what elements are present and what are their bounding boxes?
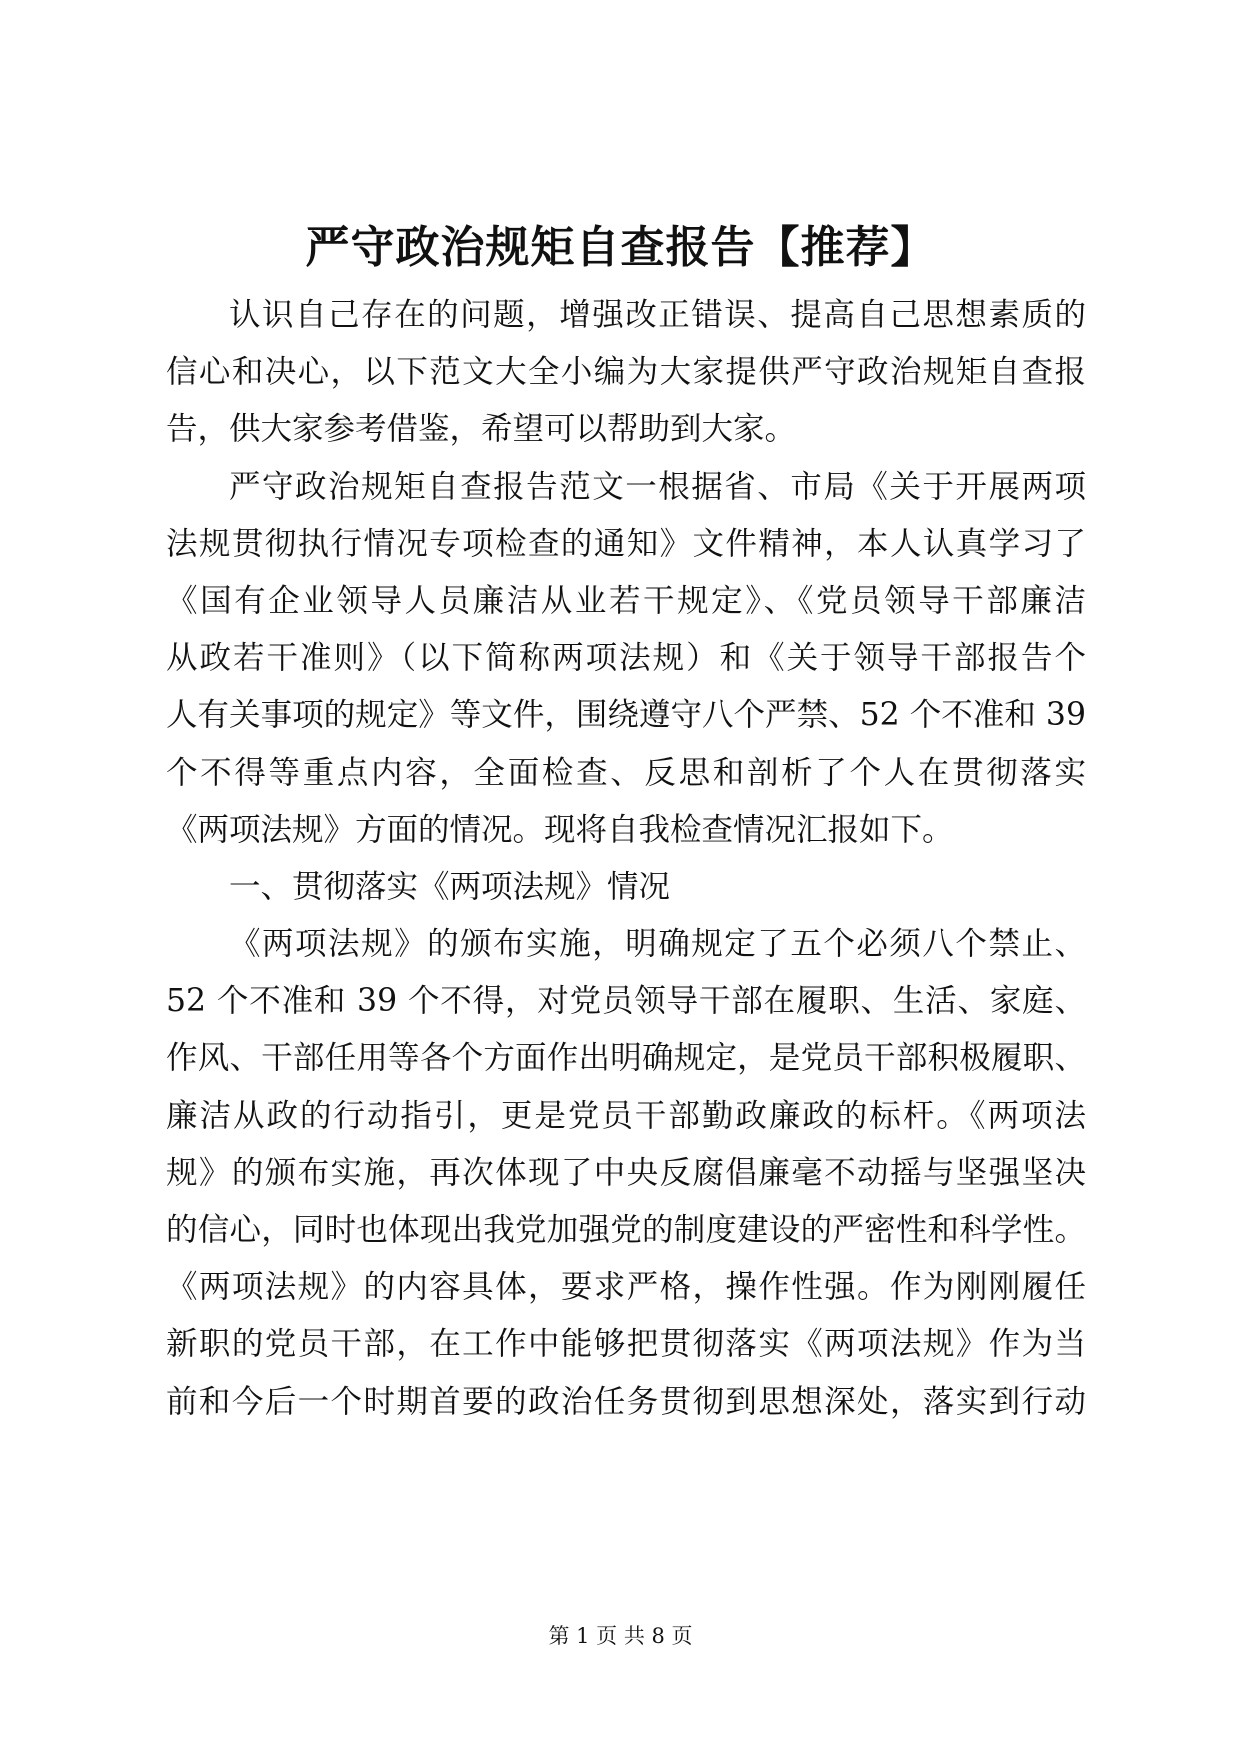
text-line-6: 《国有企业领导人员廉洁从业若干规定》、《党员领导干部廉洁 [166, 582, 1086, 619]
text-line-19: 新职的党员干部，在工作中能够把贯彻落实《两项法规》作为当 [166, 1326, 1086, 1363]
document-title: 严守政治规矩自查报告【推荐】 [305, 222, 936, 273]
text-line-7: 从政若干准则》（以下简称两项法规）和《关于领导干部报告个 [166, 640, 1086, 677]
page-footer: 第 1 页 共 8 页 [548, 1624, 693, 1648]
text-line-3: 告，供大家参考借鉴，希望可以帮助到大家。 [166, 411, 797, 448]
text-line-10: 《两项法规》方面的情况。现将自我检查情况汇报如下。 [166, 811, 954, 848]
text-line-20: 前和今后一个时期首要的政治任务贯彻到思想深处，落实到行动 [166, 1383, 1086, 1420]
text-line-8: 人有关事项的规定》等文件，围绕遵守八个严禁、52 个不准和 39 [166, 697, 1086, 734]
text-line-2: 信心和决心，以下范文大全小编为大家提供严守政治规矩自查报 [166, 354, 1086, 391]
document-body [166, 287, 1086, 1431]
text-line-18: 《两项法规》的内容具体，要求严格，操作性强。作为刚刚履任 [166, 1269, 1086, 1306]
text-line-16: 规》的颁布实施，再次体现了中央反腐倡廉毫不动摇与坚强坚决 [166, 1154, 1086, 1191]
text-line-12: 《两项法规》的颁布实施，明确规定了五个必须八个禁止、 [229, 926, 1086, 963]
text-line-17: 的信心，同时也体现出我党加强党的制度建设的严密性和科学性。 [166, 1212, 1086, 1248]
text-line-13: 52 个不准和 39 个不得，对党员领导干部在履职、生活、家庭、 [166, 983, 1086, 1020]
text-line-4: 严守政治规矩自查报告范文一根据省、市局《关于开展两项 [229, 468, 1086, 505]
text-line-1: 认识自己存在的问题，增强改正错误、提高自己思想素质的 [229, 297, 1086, 333]
section-heading: 一、贯彻落实《两项法规》情况 [229, 868, 671, 905]
text-line-14: 作风、干部任用等各个方面作出明确规定，是党员干部积极履职、 [166, 1040, 1086, 1077]
text-line-9: 个不得等重点内容，全面检查、反思和剖析了个人在贯彻落实 [166, 754, 1086, 791]
text-line-15: 廉洁从政的行动指引，更是党员干部勤政廉政的标杆。《两项法 [166, 1097, 1086, 1134]
text-line-5: 法规贯彻执行情况专项检查的通知》文件精神，本人认真学习了 [166, 525, 1086, 562]
